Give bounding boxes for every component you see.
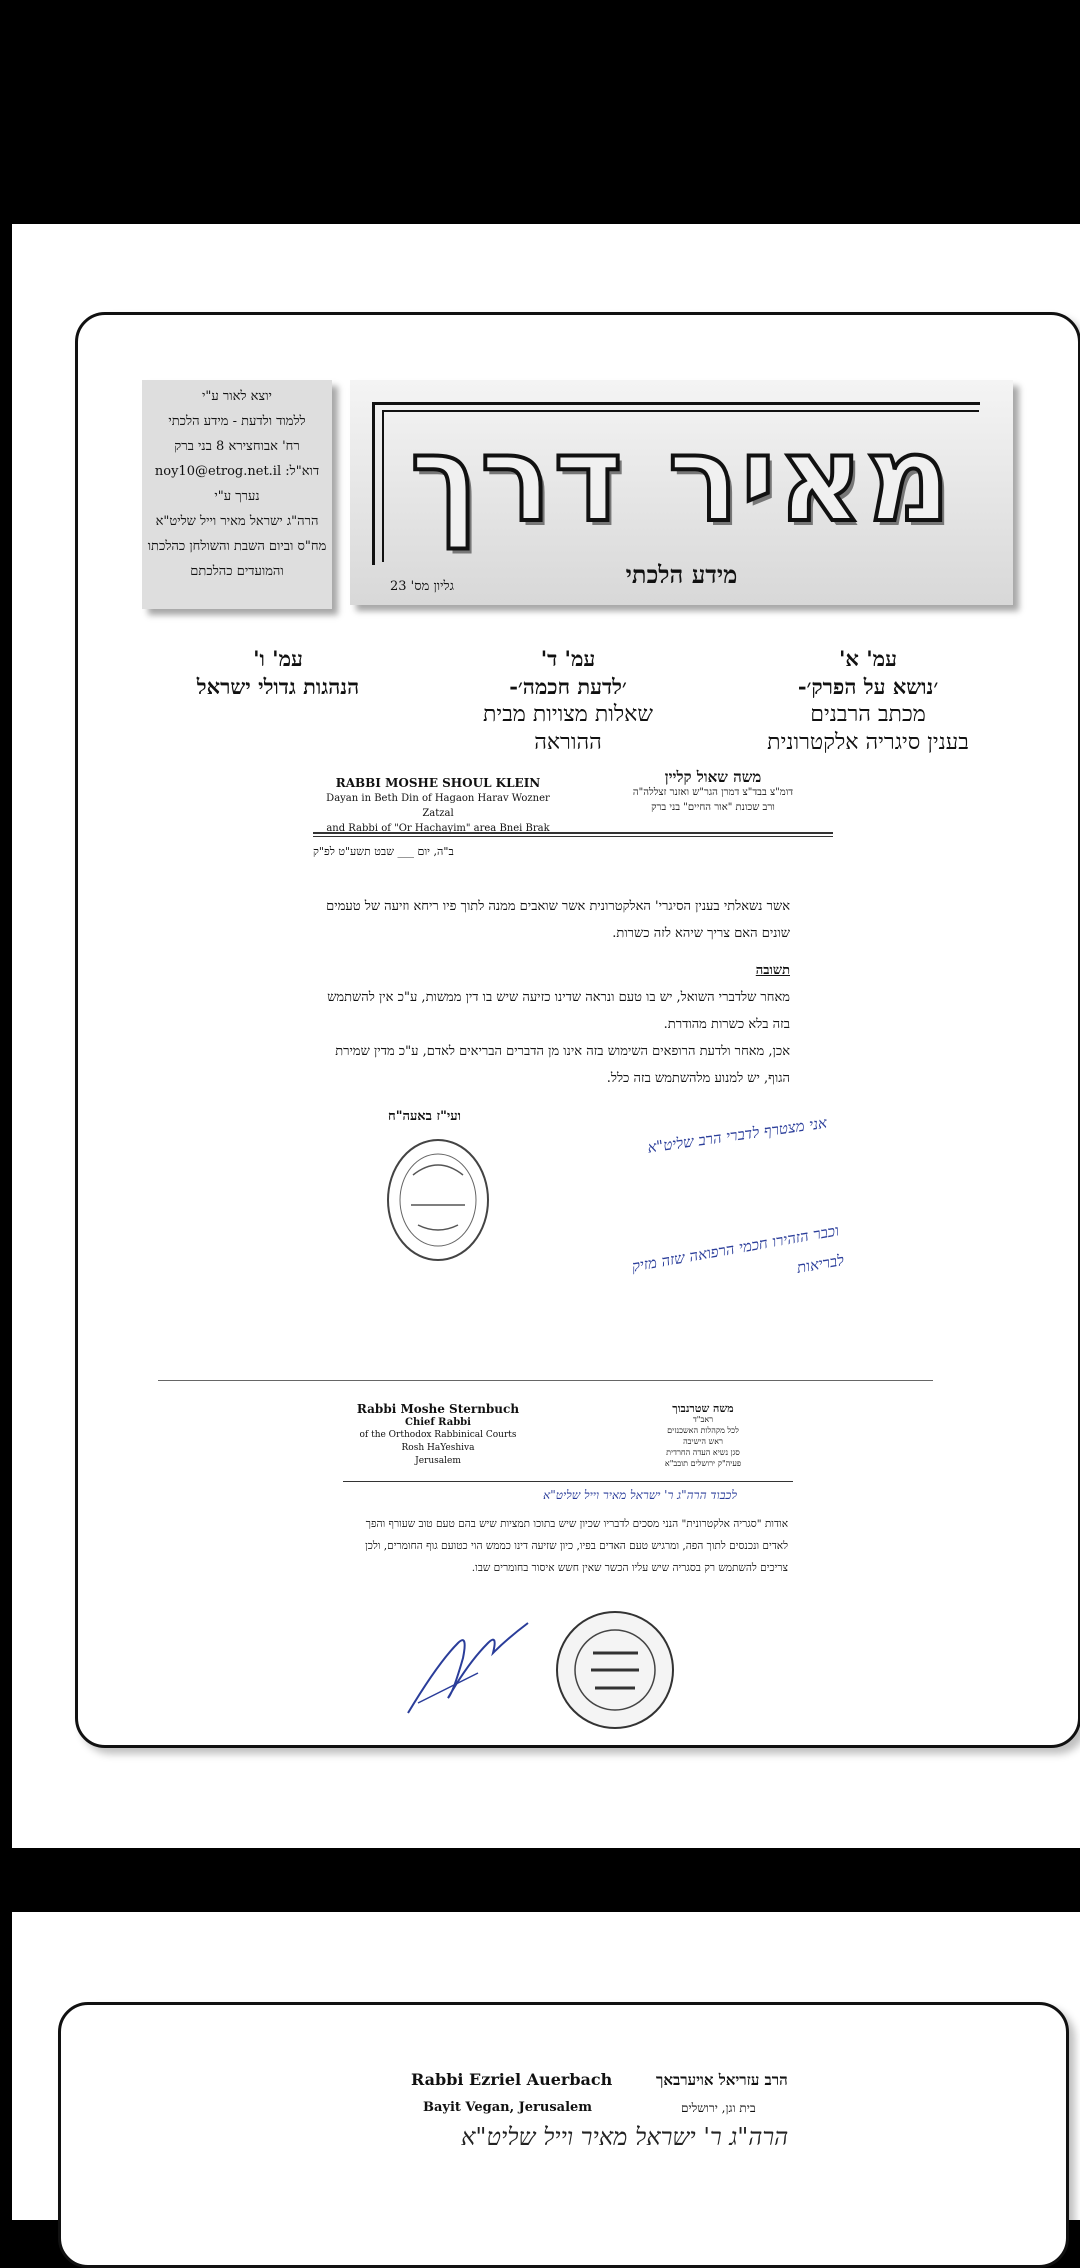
page-ref: עמ' ד' xyxy=(540,646,596,671)
contents-column-2 xyxy=(418,645,718,757)
info-line: נערך ע"י xyxy=(214,489,260,504)
rabbi-klein-stamp xyxy=(383,1135,493,1265)
newsletter-page-card xyxy=(75,312,1080,1748)
letterhead-rule xyxy=(313,836,833,837)
signature-scribble xyxy=(398,1603,538,1723)
letter-body: אודות "סגריה אלקטרונית" הנני מסכים לדבריו שכיון שיש בתוכו תמציות שיש בהם טעם טוב שעורף והפך לאדים ונכנסים לתוך הפה, ומרגיש טעם האדים בפיו, כיון שזיעה דינו כממש הוי כטועם גוף החומרים, ולכן צריכים להשתמש רק בסגריה שיש עליו הכשר שאין חשש איסור בחומרים שבו. xyxy=(365,1518,788,1574)
letter-body xyxy=(310,893,790,1102)
handwritten-greeting: הרה"ג ר' ישראל מאיר וייל שליט"א xyxy=(461,2123,789,2151)
section-divider xyxy=(158,1380,933,1381)
handwritten-note: וכבר הזהירו חכמי הרפואה שזה מזיק לבריאות xyxy=(630,1221,846,1277)
column-heading: ׳נושא על הפרק׳- xyxy=(797,674,939,699)
letterhead-name-he: משה שטרנבוך xyxy=(672,1402,734,1415)
page-ref: עמ' ו' xyxy=(253,646,303,671)
letterhead-line: ראב"ד xyxy=(692,1415,714,1424)
letterhead-line: לכל מקהלות האשכנזים xyxy=(667,1426,739,1435)
column-line: בענין סיגריה אלקטרונית xyxy=(767,730,969,755)
answer-heading: תשובה xyxy=(755,963,790,978)
letterhead-line: ורב שכונת "אור החיים" בני ברק xyxy=(651,802,775,813)
handwritten-note: אני מצטרף לדברי הרב שליט"א xyxy=(646,1113,829,1157)
letterhead-name-he: הרב עזריאל אויערבאך xyxy=(656,2071,788,2089)
info-line: הרה"ג ישראל מאיר וייל שליט"א xyxy=(155,514,319,529)
letterhead-place-en: Bayit Vegan, Jerusalem xyxy=(423,2100,593,2115)
letterhead-title-en: Chief Rabbi xyxy=(405,1417,471,1428)
letterhead-line: פעיה"ק ירושלים תובב"א xyxy=(664,1459,742,1468)
letterhead-line: of the Orthodox Rabbinical Courts xyxy=(359,1430,517,1440)
letterhead-rule xyxy=(343,1481,793,1482)
letter-signoff: ועי"ז באעה"ח xyxy=(388,1109,461,1124)
newsletter-title: מאיר דרך xyxy=(410,410,953,548)
info-line: מח"ס וביום השבת והשולחן כהלכתו xyxy=(147,539,327,554)
letterhead-line: Jerusalem xyxy=(415,1456,461,1466)
column-line: שאלות מצויות מבית xyxy=(483,702,653,727)
letterhead-english xyxy=(343,1403,533,1468)
column-heading: ׳לדעת חכמה׳- xyxy=(509,674,627,699)
info-line: רח' אבוחצירא 8 בני ברק xyxy=(174,439,300,454)
next-page-card xyxy=(58,2002,1069,2268)
letterhead-hebrew xyxy=(593,770,833,815)
letterhead-hebrew xyxy=(613,1403,793,1469)
issue-number: גליון מס' 23 xyxy=(390,579,454,594)
letterhead-name-en: Rabbi Ezriel Auerbach xyxy=(411,2070,613,2089)
letter-date: ב"ה, יום ___ שבט תשע"ט לפ"ק xyxy=(313,845,454,858)
newsletter-subtitle: מידע הלכתי xyxy=(625,560,738,589)
info-line: והמועדים כהלכתם xyxy=(190,564,284,579)
contents-column-3 xyxy=(128,645,428,701)
column-line: מכתב הרבנים xyxy=(810,702,926,727)
answer-paragraph: מאחר שלדברי השואל, יש בו טעם ונראה שדינו כזיעה שיש בו דין ממשות, ע"כ אין להשתמש בזה בלא כשרות מהודרת. xyxy=(327,990,790,1032)
letterhead-line: סגן נשיא העדה החרדית xyxy=(666,1448,740,1457)
letterhead-name-he: משה שאול קליין xyxy=(664,768,762,786)
contents-column-1 xyxy=(718,645,1018,757)
letterhead-name-en: RABBI MOSHE SHOUL KLEIN xyxy=(335,776,541,790)
column-heading: הנהגות גדולי ישראל xyxy=(196,674,360,699)
rabbi-sternbuch-stamp xyxy=(553,1608,678,1733)
page-ref: עמ' א' xyxy=(839,646,897,671)
letterhead-rule xyxy=(313,832,833,834)
letter-greeting: לכבוד הרה"ג ר' ישראל מאיר וייל שליט"א xyxy=(543,1488,737,1502)
letterhead-line: and Rabbi of "Or Hachayim" area Bnei Brak xyxy=(326,823,550,834)
info-line: דוא"ל: noy10@etrog.net.il xyxy=(154,464,320,479)
letterhead-line: דומ"צ בבד"צ דמרן הגר"ש ואזנר זצללה"ה xyxy=(632,787,794,798)
info-line: יוצא לאור ע"י xyxy=(202,389,272,404)
masthead-title-box xyxy=(350,380,1013,605)
letterhead-name-en: Rabbi Moshe Sternbuch xyxy=(356,1402,520,1416)
letterhead-english xyxy=(313,776,563,836)
letterhead-line: Dayan in Beth Din of Hagaon Harav Wozner Zatzal xyxy=(326,793,550,819)
answer-paragraph: אכן, מאחר ולדעת הרופאים השימוש בזה אינו מן הדברים הבריאים לאדם, ע"כ מדין שמירת הגוף, יש למנוע מלהשתמש בזה כלל. xyxy=(335,1044,790,1086)
publisher-info-box xyxy=(142,380,332,609)
letterhead-place-he: בית וגן, ירושלים xyxy=(681,2101,756,2115)
letterhead-line: ראש הישיבה xyxy=(683,1437,723,1446)
info-line: ללמוד ולדעת - מידע הלכתי xyxy=(168,414,306,429)
question-paragraph: אשר נשאלתי בענין הסיגרי' האלקטרונית אשר שואבים ממנה לתוך פיו ריחא וזיעה של טעמים שונים האם צריך שיהא לזה כשרות. xyxy=(326,899,790,941)
letterhead-line: Rosh HaYeshiva xyxy=(401,1443,475,1453)
column-line: ההוראה xyxy=(534,730,602,755)
